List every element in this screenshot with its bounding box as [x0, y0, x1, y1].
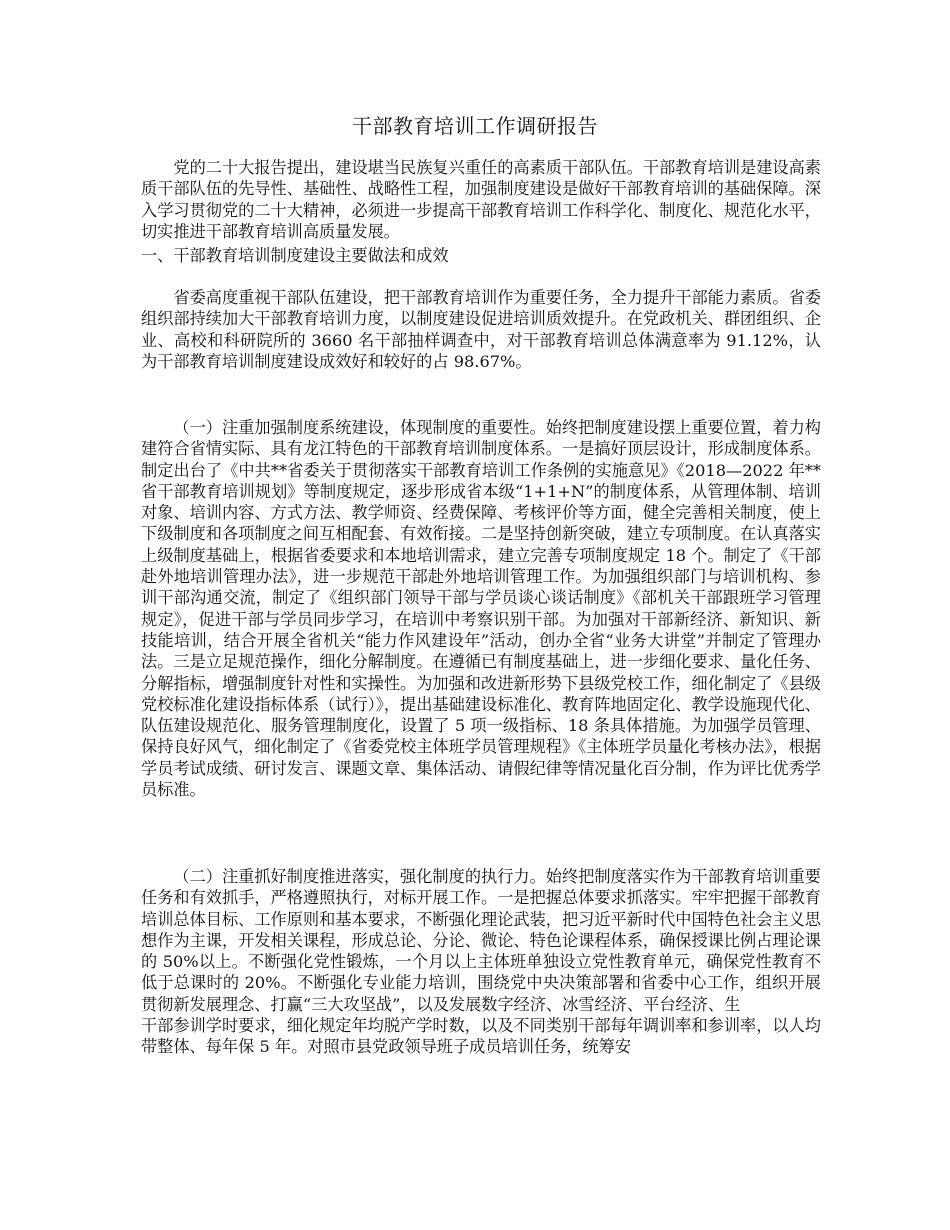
section-heading-1: 一、干部教育培训制度建设主要做法和成效: [141, 246, 449, 265]
paragraph-implementation-wrapper: [141, 866, 821, 1058]
paragraph-implementation-tail: 干部参训学时要求，细化规定年均脱产学时数，以及不同类别干部每年调训率和参训率，以人均带整体、每年保 5 年。对照市县党政领导班子成员培训任务，统筹安: [141, 1016, 821, 1057]
paragraph-implementation: （二）注重抓好制度推进落实，强化制度的执行力。始终把制度落实作为干部教育培训重要任务和有效抓手，严格遵照执行，对标开展工作。一是把握总体要求抓落实。牢牢把握干部教育培训总体目标、工作原则和基本要求，不断强化理论武装，把习近平新时代中国特色社会主义思想作为主课，开发相关课程，形成总论、分论、微论、特色论课程体系，确保授课比例占理论课的 50%以上。不断强化党性锻炼，一个月以上主体班单独设立党性教育单元，确保党性教育不低于总课时的 20%。不断强化专业能力培训，围绕党中央决策部署和省委中心工作，组织开展贯彻新发展理念、打赢“三大攻坚战”，以及发展数字经济、冰雪经济、平台经济、生: [141, 867, 821, 1014]
paragraph-system-building: （一）注重加强制度系统建设，体现制度的重要性。始终把制度建设摆上重要位置，着力构建符合省情实际、具有龙江特色的干部教育培训制度体系。一是搞好顶层设计，形成制度体系。制定出台了《中共**省委关于贯彻落实干部教育培训工作条例的实施意见》《2018—2022 年**省干部教育培训规划》等制度规定，逐步形成省本级“1+1+N”的制度体系，从管理体制、培训对象、培训内容、方式方法、教学师资、经费保障、考核评价等方面，健全完善相关制度，使上下级制度和各项制度之间互相配套、有效衔接。二是坚持创新突破，建立专项制度。在认真落实上级制度基础上，根据省委要求和本地培训需求，建立完善专项制度规定 18 个。制定了《干部赴外地培训管理办法》，进一步规范干部赴外地培训管理工作。为加强组织部门与培训机构、参训干部沟通交流，制定了《组织部门领导干部与学员谈心谈话制度》《部机关干部跟班学习管理规定》，促进干部与学员同步学习，在培训中考察识别干部。为加强对干部新经济、新知识、新技能培训，结合开展全省机关“能力作风建设年”活动，创办全省“业务大讲堂”并制定了管理办法。三是立足规范操作，细化分解制度。在遵循已有制度基础上，进一步细化要求、量化任务、分解指标，增强制度针对性和实操性。为加强和改进新形势下县级党校工作，细化制定了《县级党校标准化建设指标体系（试行）》，提出基础建设标准化、教育阵地固定化、教学设施现代化、队伍建设规范化、服务管理制度化，设置了 5 项一级指标、18 条具体措施。为加强学员管理、保持良好风气，细化制定了《省委党校主体班学员管理规程》《主体班学员量化考核办法》，根据学员考试成绩、研讨发言、课题文章、集体活动、请假纪律等情况量化百分制，作为评比优秀学员标准。: [141, 418, 821, 800]
document-title: 干部教育培训工作调研报告: [352, 114, 598, 138]
paragraph-overview: 省委高度重视干部队伍建设，把干部教育培训作为重要任务，全力提升干部能力素质。省委组织部持续加大干部教育培训力度，以制度建设促进培训质效提升。在党政机关、群团组织、企业、高校和科研院所的 3660 名干部抽样调查中，对干部教育培训总体满意率为 91.12%，认为干部教育培训制度建设成效好和较好的占 98.67%。: [141, 288, 821, 371]
intro-paragraph: 党的二十大报告提出，建设堪当民族复兴重任的高素质干部队伍。干部教育培训是建设高素质干部队伍的先导性、基础性、战略性工程，加强制度建设是做好干部教育培训的基础保障。深入学习贯彻党的二十大精神，必须进一步提高干部教育培训工作科学化、制度化、规范化水平，切实推进干部教育培训高质量发展。: [141, 158, 821, 241]
